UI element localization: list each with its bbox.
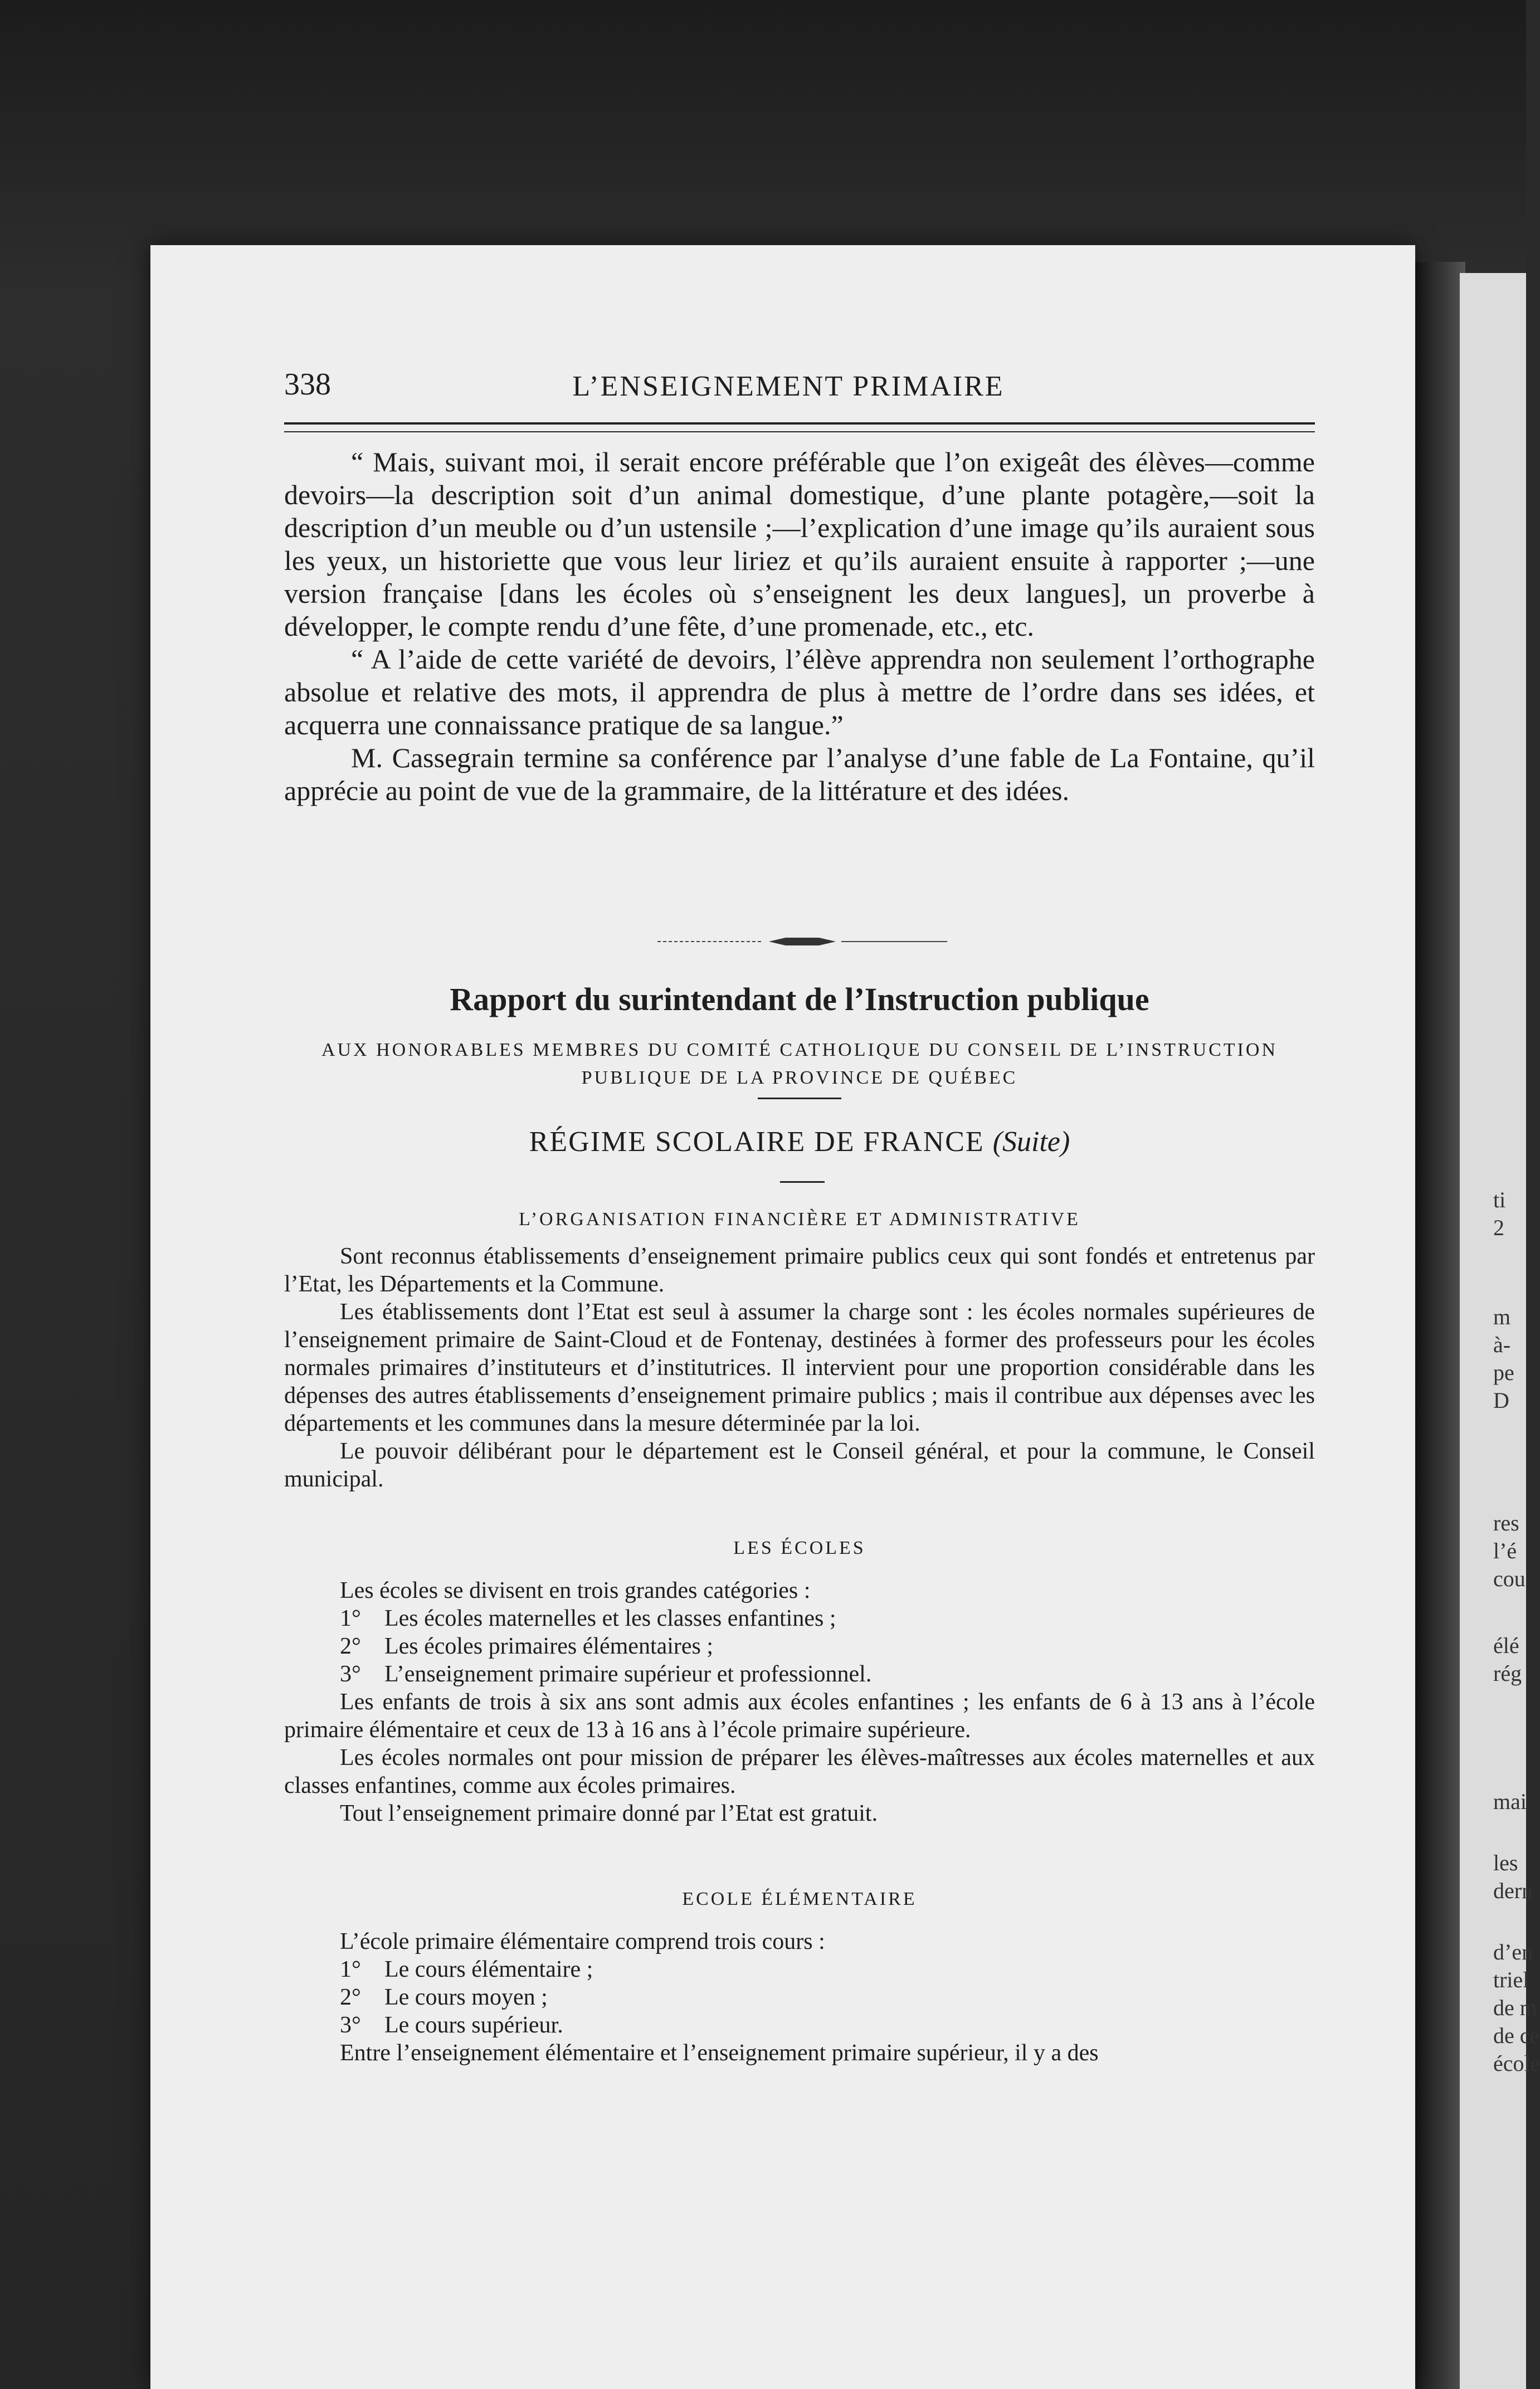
facing-fragment: dern xyxy=(1493,1878,1533,1903)
list-item: 2° Le cours moyen ; xyxy=(340,1985,548,2010)
paragraph: Les enfants de trois à six ans sont admis aux écoles enfantines ; les enfants de 6 à 13 ans à l’école primaire élémentaire et ceux de 13 à 16 ans à l’école primaire supérieure. xyxy=(284,1689,1315,1743)
paragraph: L’école primaire élémentaire comprend trois cours : xyxy=(340,1929,825,1954)
header-rule xyxy=(284,422,1315,432)
divider-rule xyxy=(780,1181,825,1183)
running-title: L’ENSEIGNEMENT PRIMAIRE xyxy=(572,370,1005,402)
intro-text xyxy=(284,446,1315,807)
page-number: 338 xyxy=(284,367,331,402)
ecoles-text xyxy=(284,1577,1315,1827)
facing-fragment: m xyxy=(1493,1304,1511,1329)
facing-fragment: rég xyxy=(1493,1661,1522,1686)
list-item: 1° Les écoles maternelles et les classes enfantines ; xyxy=(340,1606,836,1631)
facing-page xyxy=(1460,273,1540,2389)
facing-fragment: de ce xyxy=(1493,2023,1540,2048)
facing-fragment: pe xyxy=(1493,1360,1514,1385)
facing-fragment: ti xyxy=(1493,1187,1506,1212)
facing-fragment: triel xyxy=(1493,1967,1529,1992)
section-title xyxy=(284,1125,1315,1158)
report-title: Rapport du surintendant de l’Instruction publique xyxy=(450,981,1149,1017)
list-item: 3° L’enseignement primaire supérieur et professionnel. xyxy=(340,1661,872,1687)
facing-fragment: école xyxy=(1493,2051,1540,2076)
paragraph: Les établissements dont l’Etat est seul à assumer la charge sont : les écoles normales supérieures de l’enseignement primaire de Saint-Cloud et de Fontenay, destinées à former des professeurs pour les écoles normales primaires d’instituteurs et d’institutrices. Il intervient pour une proportion considérable dans les dépenses des autres établissements d’enseignement primaire publics ; mais il contribue aux dépenses avec les départements et les communes dans la mesure déterminée par la loi. xyxy=(284,1299,1315,1436)
facing-fragment: à- xyxy=(1493,1332,1511,1357)
facing-fragment: d’en xyxy=(1493,1939,1533,1964)
paragraph: Sont reconnus établissements d’enseignement primaire publics ceux qui sont fondés et entretenus par l’Etat, les Départements et la Commune. xyxy=(284,1244,1315,1297)
facing-fragment: mai xyxy=(1493,1789,1527,1814)
section-title-text: RÉGIME SCOLAIRE DE FRANCE xyxy=(529,1126,985,1158)
section-suite: (Suite) xyxy=(992,1126,1070,1158)
facing-fragment: de m xyxy=(1493,1995,1537,2020)
facing-fragment: les xyxy=(1493,1850,1518,1875)
divider-rule xyxy=(758,1098,841,1099)
paragraph: “ Mais, suivant moi, il serait encore préférable que l’on exigeât des élèves—comme devoirs—la description soit d’un animal domestique, d’une plante potagère,—soit la description d’un meuble ou d’un ustensile ;—l’explication d’une image qu’ils auraient sous les yeux, un historiette que vous leur liriez et qu’ils auraient ensuite à rapporter ;—une version française [dans les écoles où s’enseignent les deux langues], un proverbe à développer, le compte rendu d’une fête, d’une promenade, etc., etc. xyxy=(284,446,1315,642)
facing-fragment: l’é xyxy=(1493,1538,1517,1563)
list-item: 3° Le cours supérieur. xyxy=(340,2012,563,2038)
paragraph: Tout l’enseignement primaire donné par l’Etat est gratuit. xyxy=(340,1801,878,1826)
address-line: AUX HONORABLES MEMBRES DU COMITÉ CATHOLIQUE DU CONSEIL DE L’INSTRUCTION xyxy=(321,1040,1278,1060)
list-item: 1° Le cours élémentaire ; xyxy=(340,1957,593,1982)
facing-fragment: cou xyxy=(1493,1566,1526,1591)
paragraph: Les écoles se divisent en trois grandes catégories : xyxy=(340,1578,811,1603)
facing-fragment: res xyxy=(1493,1510,1519,1535)
page-header xyxy=(284,367,1293,411)
facing-fragment: D xyxy=(1493,1388,1509,1413)
list-item: 2° Les écoles primaires élémentaires ; xyxy=(340,1634,714,1659)
ecole-elementaire-text xyxy=(284,1928,1315,2067)
paragraph: M. Cassegrain termine sa conférence par l’analyse d’une fable de La Fontaine, qu’il apprécie au point de vue de la grammaire, de la littérature et des idées. xyxy=(284,742,1315,806)
book-gutter xyxy=(1415,262,1465,2389)
address-line: PUBLIQUE DE LA PROVINCE DE QUÉBEC xyxy=(581,1067,1018,1088)
paragraph: Les écoles normales ont pour mission de préparer les élèves-maîtresses aux écoles maternelles et aux classes enfantines, comme aux écoles primaires. xyxy=(284,1745,1315,1798)
paragraph: Entre l’enseignement élémentaire et l’enseignement primaire supérieur, il y a des xyxy=(340,2040,1099,2066)
section-ornament xyxy=(657,936,947,947)
organisation-text xyxy=(284,1242,1315,1493)
facing-fragment: 2 xyxy=(1493,1215,1504,1240)
paragraph: Le pouvoir délibérant pour le département est le Conseil général, et pour la commune, le Conseil municipal. xyxy=(284,1439,1315,1492)
book-page xyxy=(150,245,1415,2389)
report-address xyxy=(284,1036,1315,1092)
subheading-ecole-elementaire: ECOLE ÉLÉMENTAIRE xyxy=(682,1889,917,1909)
facing-fragment: élé xyxy=(1493,1633,1519,1658)
subheading-ecoles: LES ÉCOLES xyxy=(733,1538,866,1558)
paragraph: “ A l’aide de cette variété de devoirs, l’élève apprendra non seulement l’orthographe absolue et relative des mots, il apprendra de plus à mettre de l’ordre dans ses idées, et acquerra une connaissance pratique de sa langue.” xyxy=(284,643,1315,740)
subheading-organisation: L’ORGANISATION FINANCIÈRE ET ADMINISTRATIVE xyxy=(519,1209,1080,1230)
